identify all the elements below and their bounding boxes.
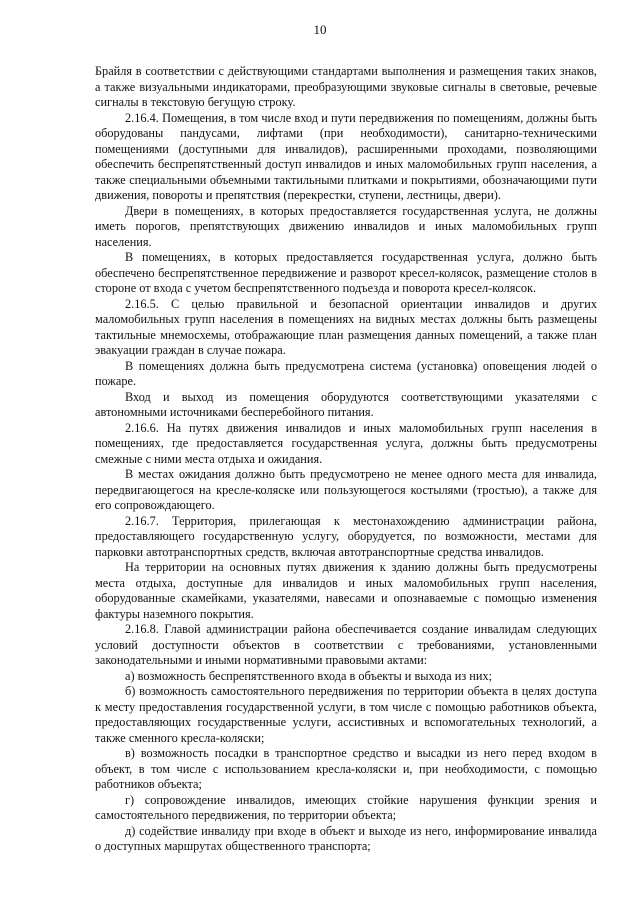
list-item-d: д) содействие инвалиду при входе в объект и выходе из него, информирование инвалида о доступных маршрутах общественного транспорта; [95,823,597,853]
list-item-b: б) возможность самостоятельного передвижения по территории объекта в целях доступа к месту предоставления государственной услуги, в том числе с помощью работников объекта, предоставляющих государственные услуги, ассистивных и вспомогательных технологий, а также сменного кресла-коляски; [95,684,597,745]
paragraph-fire-alert: В помещениях должна быть предусмотрена система (установка) оповещения людей о пожаре. [95,358,597,388]
paragraph-2-16-4: 2.16.4. Помещения, в том числе вход и пути передвижения по помещениям, должны быть оборудованы пандусами, лифтами (при необходимости), санитарно-техническими помещениями (доступными для инвалидов), расширенными проходами, позволяющими обеспечить беспрепятственный доступ инвалидов и иных маломобильных групп населения, а также специальными объемными тактильными плитками и покрытиями, обозначающими пути движения, повороты и препятствия (перекрестки, ступени, лестницы, двери). [95,110,597,202]
paragraph-2-16-5: 2.16.5. С целью правильной и безопасной ориентации инвалидов и других маломобильных групп населения в помещениях на видных местах должны быть размещены тактильные мнемосхемы, отображающие план размещения данных помещений, а также план эвакуации граждан в случае пожара. [95,296,597,357]
paragraph-braille-continuation: Брайля в соответствии с действующими стандартами выполнения и размещения таких знаков, а также визуальными индикаторами, преобразующими звуковые сигналы в световые, речевые сигналы в текстовую бегущую строку. [95,64,597,109]
document-body [95,64,597,855]
paragraph-2-16-6: 2.16.6. На путях движения инвалидов и иных маломобильных групп населения в помещениях, где предоставляется государственная услуга, должны быть предусмотрены смежные с ними места отдыха и ожидания. [95,420,597,466]
paragraph-2-16-8: 2.16.8. Главой администрации района обеспечивается создание инвалидам следующих условий доступности объектов в соответствии с требованиями, установленными законодательными и иными нормативными правовыми актами: [95,622,597,667]
paragraph-waiting-places: В местах ожидания должно быть предусмотрено не менее одного места для инвалида, передвигающегося на кресле-коляске или пользующегося костылями (тростью), а также для его сопровождающего. [95,467,597,512]
paragraph-wheelchair-movement: В помещениях, в которых предоставляется государственная услуга, должно быть обеспечено беспрепятственное передвижение и разворот кресел-колясок, размещение столов в стороне от входа с учетом беспрепятственного подъезда и поворота кресел-колясок. [95,250,597,295]
paragraph-doors: Двери в помещениях, в которых предоставляется государственная услуга, не должны иметь порогов, препятствующих движению инвалидов и иных маломобильных групп населения. [95,203,597,249]
paragraph-entrance-exit: Вход и выход из помещения оборудуются соответствующими указателями с автономными источниками бесперебойного питания. [95,389,597,419]
list-item-g: г) сопровождение инвалидов, имеющих стойкие нарушения функции зрения и самостоятельного передвижения, по территории объекта; [95,792,597,822]
paragraph-2-16-7: 2.16.7. Территория, прилегающая к местонахождению администрации района, предоставляющего государственную услугу, оборудуется, по возможности, местами для парковки автотранспортных средств, включая автотранспортные средства инвалидов. [95,513,597,559]
paragraph-territory-rest-places: На территории на основных путях движения к зданию должны быть предусмотрены места отдыха, доступные для инвалидов и иных маломобильных групп населения, оборудованные скамейками, указателями, навесами и опознаваемые с помощью изменения фактуры наземного покрытия. [95,560,597,621]
list-item-v: в) возможность посадки в транспортное средство и высадки из него перед входом в объект, в том числе с использованием кресла-коляски и, при необходимости, с помощью работников объекта; [95,746,597,791]
page-number: 10 [313,22,327,37]
list-item-a: а) возможность беспрепятственного входа в объекты и выхода из них; [125,668,493,683]
